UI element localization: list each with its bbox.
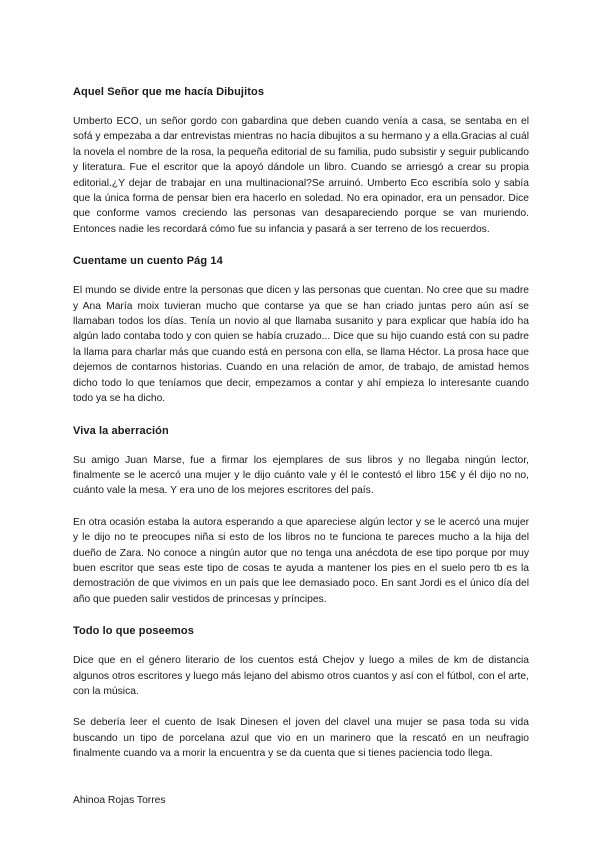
section-paragraph: Se debería leer el cuento de Isak Dinesen el joven del clavel una mujer se pasa toda su vida buscando un tipo de porcelana azul que vio en un marinero que la rescató en un neufragio finalmente cuando va a morir la encuentra y se da cuenta que si tienes paciencia todo llega. [73, 717, 529, 760]
section-heading: Todo lo que poseemos [73, 625, 194, 638]
author-name: Ahinoa Rojas Torres [73, 794, 166, 806]
section-aberracion [73, 424, 529, 608]
section-dibujitos [73, 85, 529, 237]
section-cuentame [73, 254, 529, 406]
document-body [73, 85, 529, 808]
section-heading: Viva la aberración [73, 424, 169, 437]
section-paragraph: Umberto ECO, un señor gordo con gabardina que deben cuando venía a casa, se sentaba en el sofá y empezaba a dar entrevistas mientras no hacía dibujitos a su hermano y a ella.Gracias al cuál la novela el nombre de la rosa, la pequeña editorial de su familia, pudo subsistir y seguir publicando y literatura. Fue el escritor que la apoyó dándole un libro. Cuando se arriesgó a crear su propia editorial.¿Y dejar de trabajar en una multinacional?Se arruinó. Umberto Eco escribía solo y sabía que la única forma de pensar bien era hacerlo en soledad. No era opinador, era un pensador. Dice que conforme vamos creciendo las personas van desapareciendo porque se van muriendo. Entonces nadie les recordará cómo fue su infancia y pasará a ser terreno de los recuerdos. [73, 116, 529, 235]
section-paragraph: Dice que en el género literario de los cuentos está Chejov y luego a miles de km de distancia algunos otros escritores y luego más lejano del abismo otros cuantos y así con el fútbol, con el arte, con la música. [73, 655, 529, 697]
section-poseemos [73, 624, 529, 761]
section-paragraph: El mundo se divide entre la personas que dicen y las personas que cuentan. No cree que su madre y Ana María moix tuvieran mucho que contarse ya que se han criado juntas pero aún así se llamaban todos los días. Tenía un novio al que llamaba susanito y para explicar que había ido ha algún lado contaba todo y con quien se había cruzado... Dice que su hijo cuando está con su padre la llama para charlar más que cuando está en persona con ella, se llama Héctor. La prosa hace que dejemos de contarnos historias. Cuando en una relación de amor, de trabajo, de amistad hemos dicho todo lo que teníamos que decir, empezamos a contar y ahí empieza lo interesante cuando todo ya se ha dicho. [73, 285, 529, 405]
section-heading: Aquel Señor que me hacía Dibujitos [73, 86, 265, 98]
section-paragraph: Su amigo Juan Marse, fue a firmar los ejemplares de sus libros y no llegaba ningún lector, finalmente se le acercó una mujer y le dijo cuánto vale y él le contestó el libro 15€ y él dijo no no, cuánto vale la mesa. Y era uno de los mejores escritores del país. [73, 454, 529, 497]
section-paragraph: En otra ocasión estaba la autora esperando a que apareciese algún lector y se le acercó una mujer y le dijo no te preocupes niña si esto de los libros no te funciona te pareces mucho a la hija del dueño de Zara. No conoce a ningún autor que no tenga una anécdota de ese tipo porque por muy buen escritor que seas este tipo de cosas te ayuda a mantener los pies en el suelo pero tb es la demostración de que vivimos en un país que lee demasiado poco. En sant Jordi es el único día del año que pueden salir vestidos de princesas y príncipes. [73, 516, 529, 605]
section-heading: Cuentame un cuento Pág 14 [73, 255, 223, 268]
